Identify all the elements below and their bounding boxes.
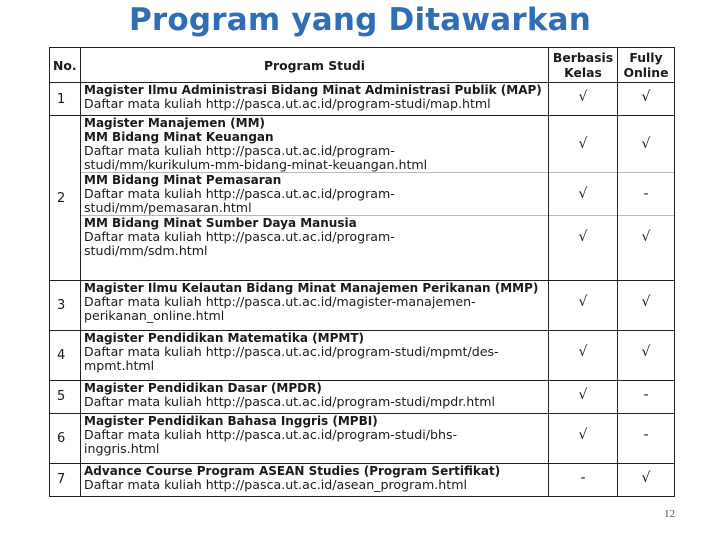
header-fully-online xyxy=(618,48,675,83)
header-fully-online-line2: Online xyxy=(623,65,669,80)
online-mark: √ xyxy=(641,343,651,360)
program-studi-cell xyxy=(81,330,549,380)
kelas-mark: √ xyxy=(578,343,588,360)
row-number: 1 xyxy=(50,83,81,116)
program-entry xyxy=(81,116,548,173)
fully-online-cell xyxy=(618,413,675,463)
row-number: 3 xyxy=(50,281,81,331)
table-row xyxy=(50,463,675,496)
online-mark: √ xyxy=(641,469,651,486)
program-name: MM Bidang Minat Pemasaran xyxy=(84,173,282,188)
program-studi-cell xyxy=(81,413,549,463)
kelas-mark: √ xyxy=(578,426,588,443)
header-berbasis-kelas-line1: Berbasis xyxy=(552,50,614,65)
program-entry xyxy=(81,281,548,323)
course-list-link[interactable]: studi/mm/sdm.html xyxy=(84,244,208,259)
berbasis-kelas-cell xyxy=(549,281,618,331)
fully-online-cell xyxy=(618,281,675,331)
program-table xyxy=(49,47,675,497)
program-entry xyxy=(81,173,548,216)
table-body xyxy=(50,83,675,497)
row-number: 2 xyxy=(50,116,81,281)
program-name: Magister Manajemen (MM) xyxy=(84,116,266,131)
kelas-mark: - xyxy=(580,469,586,486)
kelas-mark: √ xyxy=(578,386,588,403)
course-list-link[interactable]: perikanan_online.html xyxy=(84,309,225,324)
course-list-link[interactable]: studi/mm/pemasaran.html xyxy=(84,201,252,216)
fully-online-cell xyxy=(618,330,675,380)
row-number: 6 xyxy=(50,413,81,463)
kelas-mark: √ xyxy=(549,173,617,216)
header-program-studi: Program Studi xyxy=(81,48,549,83)
berbasis-kelas-cell xyxy=(549,380,618,413)
course-list-link[interactable]: Daftar mata kuliah http://pasca.ut.ac.id/program-studi/mpdr.html xyxy=(84,394,495,409)
program-subtitle: MM Bidang Minat Keuangan xyxy=(84,130,274,145)
kelas-mark: √ xyxy=(578,89,588,105)
header-berbasis-kelas-line2: Kelas xyxy=(564,65,602,80)
berbasis-kelas-cell xyxy=(549,116,618,281)
table-row xyxy=(50,380,675,413)
online-mark: - xyxy=(643,386,649,403)
course-list-link[interactable]: Daftar mata kuliah http://pasca.ut.ac.id/program-studi/mpmt/des- xyxy=(84,344,499,359)
program-studi-cell xyxy=(81,83,549,116)
online-mark: - xyxy=(643,426,649,443)
program-studi-cell xyxy=(81,380,549,413)
course-list-link[interactable]: Daftar mata kuliah http://pasca.ut.ac.id/program- xyxy=(84,187,395,202)
program-entry xyxy=(81,381,548,409)
table-row xyxy=(50,281,675,331)
course-list-link[interactable]: Daftar mata kuliah http://pasca.ut.ac.id/program-studi/map.html xyxy=(84,97,491,111)
page-number: 12 xyxy=(664,508,675,520)
course-list-link[interactable]: Daftar mata kuliah http://pasca.ut.ac.id/program-studi/bhs- xyxy=(84,427,458,442)
course-list-link[interactable]: Daftar mata kuliah http://pasca.ut.ac.id/asean_program.html xyxy=(84,477,467,492)
row-number: 5 xyxy=(50,380,81,413)
program-name: Magister Pendidikan Dasar (MPDR) xyxy=(84,380,322,395)
table-row xyxy=(50,330,675,380)
online-mark: √ xyxy=(641,294,651,311)
program-name: Magister Pendidikan Matematika (MPMT) xyxy=(84,330,364,345)
online-mark: √ xyxy=(618,116,674,173)
program-name: Advance Course Program ASEAN Studies (Program Sertifikat) xyxy=(84,463,501,478)
program-entry xyxy=(81,414,548,456)
header-fully-online-line1: Fully xyxy=(629,50,663,65)
kelas-mark: √ xyxy=(578,229,588,246)
course-list-link[interactable]: inggris.html xyxy=(84,441,160,456)
header-berbasis-kelas xyxy=(549,48,618,83)
header-no: No. xyxy=(50,48,81,83)
online-mark: √ xyxy=(641,89,651,105)
table-row xyxy=(50,116,675,281)
row-number: 7 xyxy=(50,463,81,496)
program-name: MM Bidang Minat Sumber Daya Manusia xyxy=(84,216,357,231)
berbasis-kelas-cell xyxy=(549,330,618,380)
course-list-link[interactable]: studi/mm/kurikulum-mm-bidang-minat-keuangan.html xyxy=(84,158,428,173)
fully-online-cell xyxy=(618,116,675,281)
program-name: Magister Ilmu Administrasi Bidang Minat Administrasi Publik (MAP) xyxy=(84,83,542,97)
table-row xyxy=(50,83,675,116)
program-entry xyxy=(81,83,548,111)
program-table-container xyxy=(49,47,674,497)
berbasis-kelas-cell xyxy=(549,413,618,463)
fully-online-cell xyxy=(618,83,675,116)
program-studi-cell xyxy=(81,281,549,331)
program-name: Magister Pendidikan Bahasa Inggris (MPBI) xyxy=(84,413,378,428)
kelas-mark: √ xyxy=(578,294,588,311)
berbasis-kelas-cell xyxy=(549,463,618,496)
kelas-mark: √ xyxy=(549,116,617,173)
program-studi-cell xyxy=(81,463,549,496)
slide-title: Program yang Ditawarkan xyxy=(128,2,592,38)
table-header-row xyxy=(50,48,675,83)
online-mark: √ xyxy=(641,229,651,246)
program-entry xyxy=(81,464,548,492)
program-entry xyxy=(81,216,548,258)
course-list-link[interactable]: Daftar mata kuliah http://pasca.ut.ac.id/program- xyxy=(84,144,395,159)
fully-online-cell xyxy=(618,380,675,413)
course-list-link[interactable]: Daftar mata kuliah http://pasca.ut.ac.id/magister-manajemen- xyxy=(84,295,476,310)
course-list-link[interactable]: Daftar mata kuliah http://pasca.ut.ac.id/program- xyxy=(84,230,395,245)
row-number: 4 xyxy=(50,330,81,380)
berbasis-kelas-cell xyxy=(549,83,618,116)
program-entry xyxy=(81,331,548,373)
fully-online-cell xyxy=(618,463,675,496)
course-list-link[interactable]: mpmt.html xyxy=(84,358,155,373)
program-studi-cell xyxy=(81,116,549,281)
online-mark: - xyxy=(618,173,674,216)
program-name: Magister Ilmu Kelautan Bidang Minat Manajemen Perikanan (MMP) xyxy=(84,281,539,296)
table-row xyxy=(50,413,675,463)
